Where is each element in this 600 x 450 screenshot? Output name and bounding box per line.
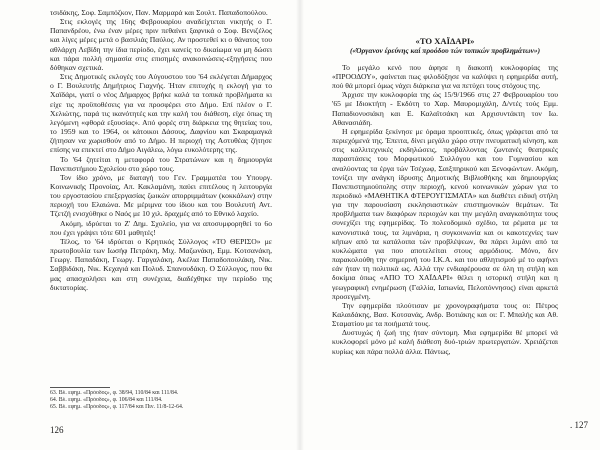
- footnote: 63. Βλ. εφημ. «Πρόοδος», φ. 38/94, 110/84 και 111/84.: [50, 390, 179, 396]
- footnote: 65. Βλ. εφημ. «Πρόοδος», φ. 117/84 και Πιν. 11/8-12-64.: [50, 404, 184, 411]
- right-paragraph: Το μεγάλο κενό που άφησε η διακοπή κυκλοφορίας της «ΠΡΟΟΔΟΥ», φαίνεται πως φιλοδόξησε να καλύψει η εφημερίδα αυτή, πού θά μπορεί όμως νάχει διάρκεια για να πετύχει τους στόχους της.: [332, 62, 558, 91]
- left-paragraph: Ακόμη, ιδρύεται το Ζ' Δημ. Σχολείο, για να αποσυμφορηθεί το 6ο που έχει γράψει τότε 601 μαθητές!: [50, 218, 272, 237]
- section-title: «ΤΟ ΧΑΪΔΑΡΙ»: [415, 36, 475, 46]
- right-paragraph: Δυστυχώς ή ζωή της ήταν σύντομη. Μια εφημερίδα θέ μπορεί νά κυκλοφορεί μόνο μέ καλή διάθεση δυό-τριών πρωτεργατών. Χρειάζεται κυρίως και πάρα πολλά άλλα. Πάντως,: [332, 328, 558, 356]
- footnote-rule: [50, 387, 110, 388]
- footnotes: [50, 387, 272, 412]
- page-number-left: 126: [50, 425, 64, 435]
- page-number-right: . 127: [570, 420, 588, 430]
- right-paragraph: Άρχισε την κυκλοφορία της ώς 15/9/1966 στις 27 Φεβρουαρίου του '65 με Ιδιοκτήτη - Εκδότη το Χαρ. Μαυρομιχάλη, Δ/ντές τούς Εμμ. Παπαδιονυσιάκη και Ε. Καλαϊτσάκη και Αρχισυντάκτη τον Ιω. Αθανασιάδη.: [332, 90, 558, 127]
- left-paragraph: Τέλος, το '64 ιδρύεται ο Κρητικός Σύλλογος «ΤΟ ΘΕΡΙΣΟ» με πρωτοβουλία των Ιωσήφ Πετράκη, Μιχ. Μαζωνάκη, Εμμ. Κοτσανάκη, Γεωργ. Παπαδάκη, Γεωργ. Γαργαλάκη, Ακέλια Παπαδοπουλάκη, Νικ. Σαββιδάκη, Νικ. Κεχαγιά και Πολυδ. Σπανουδάκη. Ο Σύλλογος, που θα μας απασχολήσει και στη συνέχεια, διαδέχθηκε την περίοδο της δικτατορίας.: [50, 236, 272, 292]
- left-paragraph: Τον ίδιο χρόνο, με διαταγή του Γεν. Γραμματέα του Υπουργ. Κοινωνικής Προνοίας, Απ. Κακλαμάνη, παύει επιτέλους η λειτουργία του εργοστασίου επεξεργασίας ζωικών απορριμμάτων (κοκκάλων) στην περιοχή του Ελαιώνα. Με μέριμνα του ίδιου και του Βουλευτή Αντ. Τζετζή ενισχύθηκε ο Ναός με 10 χιλ. δραχμές από το Εθνικό λαχείο.: [50, 172, 272, 219]
- left-paragraph: Στις εκλογές της 16ης Φεβρουαρίου αναδείχτεται νικητής ο Γ. Παπανδρέου, ένω έναν μέρες πριν πεθαίνει ξαφνικά ο Σοφ. Βενιζέλος και λίγες μέρες μετά ο βασιλιάς Παύλος. Αν προστεθεί κι ο θάνατος του αθλάρχη Λεβίδη την ίδια περίοδο, έχει κανείς το δικαίωμα να μη δώσει και πάρα πολλή σημασία στις επισημές ανακοινώσεις-εξηγήσεις που δόθηκαν σχετικά.: [50, 17, 272, 72]
- right-paragraph: Την εφημερίδα πλούτισαν με χρονογραφήματα τους οι: Πέτρος Καλαιδάκης, Βασ. Κοτσανάς, Ανδρ. Βοτιάκης και οι: Γ. Μπαλής και Αθ. Σταματίου με τα ποιήματά τους.: [332, 300, 558, 329]
- right-paragraph: Η εφημερίδα ξεκίνησε με όραμα προοπτικές, όπως γράφεται από τα περιεχόμενά της. Έπειτα, δίνει μεγάλο χώρο στην πνευματική κίνηση, και στις καλλιτεχνικές εκδηλώσεις, προβάλλοντας ζωντανές θεατρικές παραστάσεις του Μορφωτικού Συλλόγου και του Γυμνασίου και αναλύοντας τα έργα τών Τσέχωφ, Σαιξπηρικού και Ξενοφώντων. Ακόμη, τονίζει την ανάγκη ίδρυσης Δημοτικής Βιβλιοθήκης και δημιουργίας Πανεπιστημιούπολης στην περιοχή, κενού κοινωνικών χώρων για το περιοδικό «ΜΑΘΗΤΙΚΑ ΦΤΕΡΟΥΓΙΣΜΑΤΑ» και διαθέτει ειδική στήλη για την παρουσίαση εκκλησιαστικών επιστημονικών θεμάτων. Τα προβλήματα των διαφόρων περιοχών και την μεγάλη αναγκαιότητα τους συνεχίζει της εφημερίδας. Το πολεοδομικό σχέδιο, τα ρέματα με τα κανονιστικά τους, τα λιμνάρια, η συγκοινωνία και οι κακοτεχνίες των κήπων από τα κατάλοιπα τών προβλέψεων, θα πάρει λιμάνι από τα κυκλώματα για που αποτελείται στους αρμόδιους. Μόνο, δεν παρακολούθη την σημερινή του Ι.Κ.Α. και του αθλητισμού μέ το αφήνει εάν ήταν τη πολιτικά ως. Αλλά την ενδιαφέρουσα σε όλη τη στήλη και δοκίμια όπως «ΑΠΟ ΤΟ ΧΑΪΔΑΡΙ» θέλει η ιστορική στήλη και η γεωγραφική ενημέρωση (Γαλλία, Ιαπωνία, Πελοπόννησος) είναι αρκετά προσεγμένη.: [332, 126, 558, 301]
- footnote: 64. Βλ. εφημ. «Πρόοδος», φ. 106/84 και 111/84.: [50, 397, 163, 404]
- right-page: [300, 0, 600, 450]
- section-subtitle: («Όργανον έρεύνης καί προόδου τών τοπικών προβλημάτων»): [349, 46, 541, 55]
- left-page-text-column: [50, 8, 272, 383]
- left-paragraph: Στις Δημοτικές εκλογές του Αύγουστου του '64 εκλέγεται Δήμαρχος ο Γ. Βουλευτής Δημήτριος Γιαχνής. Ήταν επιτυχής η εκλογή για το Χαϊδάρι, γιατί ο νέος Δήμαρχος βρήκε καλά τα τοπικά προβλήματα κι είχε τις προϋποθέσεις για να προσφέρει στο Δήμο. Επί πλέον ο Γ. Χελιώτης, παρά τις ικανότητές και την καλή του διάθεση, είχε όπως τη λεγόμενη «φθορά εξουσίας». Από φορές στη διάρκεια της θητείας του, το 1959 και το 1964, οι κάτοικοι Δάσους, Δαφνίου και Σκαραμαγκά ζήτησαν να χωρισθούν από το Δήμο. Η περιοχή της Αστυθέας ζήτησε επίσης να επεκτεί στο Δήμο Αιγάλεω, λόγω ευκολότερης της.: [50, 72, 272, 155]
- right-page-text-column: [332, 18, 558, 413]
- left-paragraph: Το '64 ζητείται η μεταφορά του Στρατώνων και η δημιουργία Πανεπιστήμιου Σχολείου στο χώρο τους.: [50, 154, 272, 173]
- left-paragraph: τσιδάκης, Σοφ. Σαμπόζκον, Παν. Μαρμαρά και Σουλτ. Παπαδοπούλου.: [50, 8, 268, 17]
